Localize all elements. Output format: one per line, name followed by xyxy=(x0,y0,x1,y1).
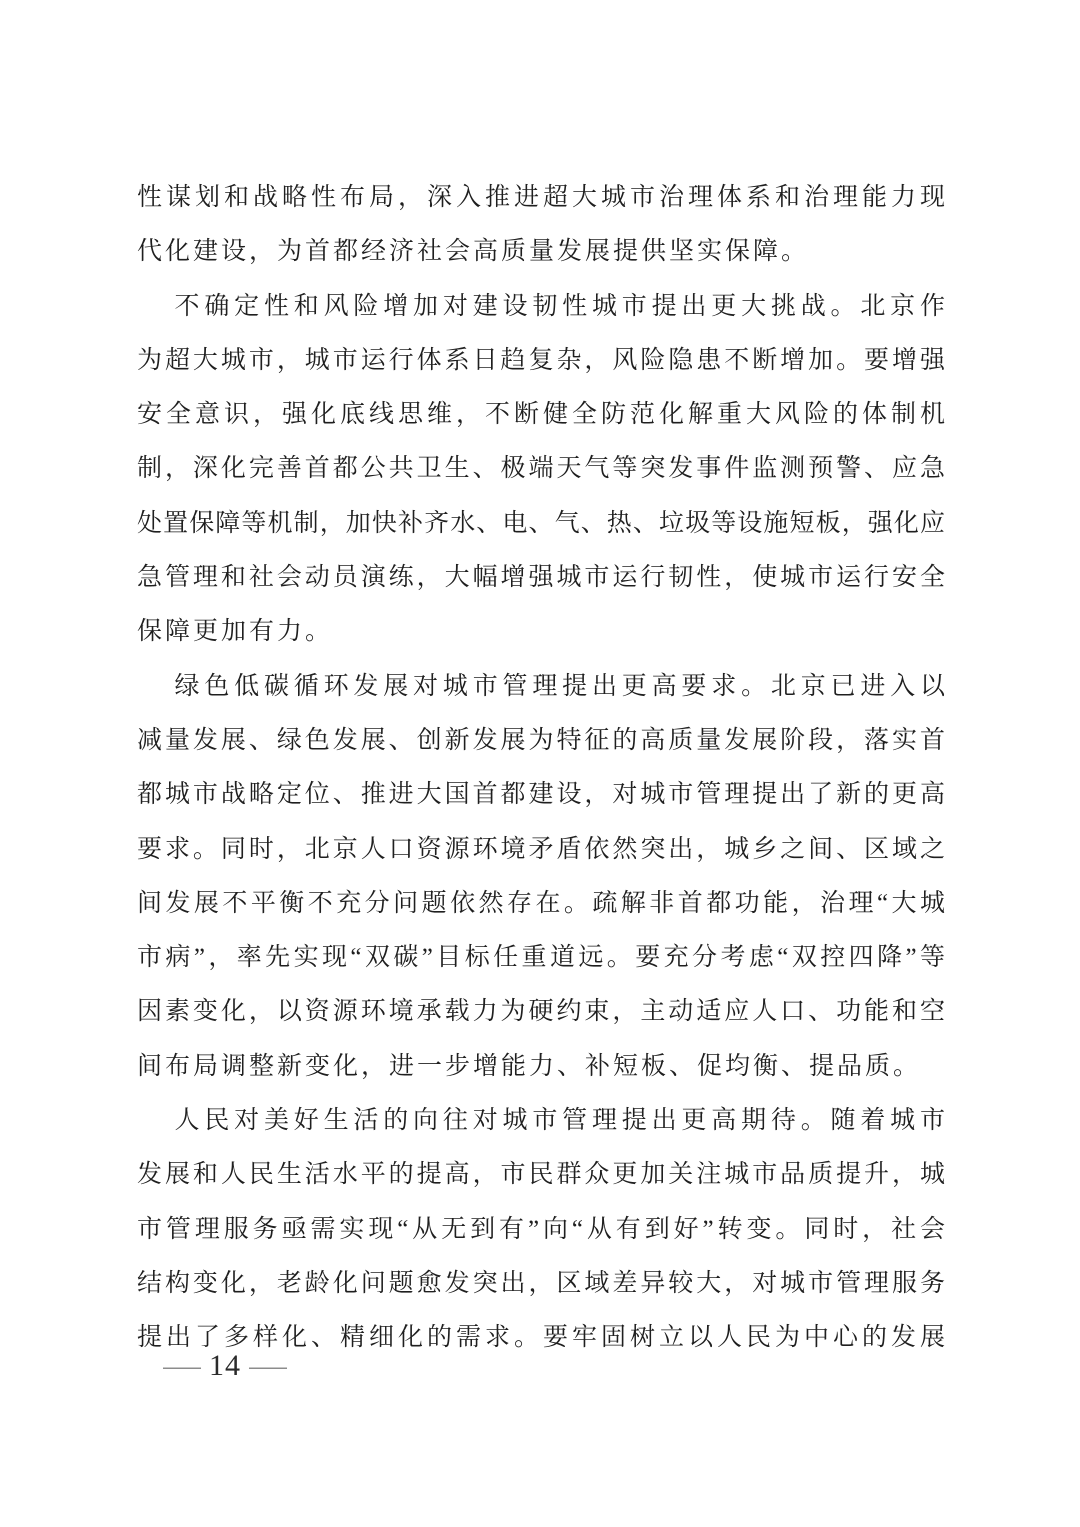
text-line: 保障更加有力。 xyxy=(137,618,334,646)
text-line: 为超大城市，城市运行体系日趋复杂，风险隐患不断增加。要增强 xyxy=(137,346,945,374)
text-line: 要求。同时，北京人口资源环境矛盾依然突出，城乡之间、区域之 xyxy=(137,835,945,863)
footer-dash-right: — xyxy=(249,1349,287,1382)
text-line: 市管理服务亟需实现“从无到有”向“从有到好”转变。同时，社会 xyxy=(137,1215,945,1243)
text-line: 间发展不平衡不充分问题依然存在。疏解非首都功能，治理“大城 xyxy=(137,889,945,917)
text-line: 间布局调整新变化，进一步增能力、补短板、促均衡、提品质。 xyxy=(137,1052,922,1080)
text-line: 代化建设，为首都经济社会高质量发展提供坚实保障。 xyxy=(137,238,810,266)
text-line: 人民对美好生活的向往对城市管理提出更高期待。随着城市 xyxy=(174,1107,945,1135)
text-line: 不确定性和风险增加对建设韧性城市提出更大挑战。北京作 xyxy=(174,292,945,320)
page-text xyxy=(137,171,945,1366)
text-line: 市病”，率先实现“双碳”目标任重道远。要充分考虑“双控四降”等 xyxy=(137,944,945,972)
text-line: 因素变化，以资源环境承载力为硬约束，主动适应人口、功能和空 xyxy=(137,998,945,1026)
text-line: 处置保障等机制，加快补齐水、电、气、热、垃圾等设施短板，强化应 xyxy=(137,509,945,537)
text-line: 急管理和社会动员演练，大幅增强城市运行韧性，使城市运行安全 xyxy=(137,564,945,592)
text-line: 结构变化，老龄化问题愈发突出，区域差异较大，对城市管理服务 xyxy=(137,1269,945,1297)
page-number: 14 xyxy=(209,1349,241,1382)
text-line: 发展和人民生活水平的提高，市民群众更加关注城市品质提升，城 xyxy=(137,1161,945,1189)
text-line: 减量发展、绿色发展、创新发展为特征的高质量发展阶段，落实首 xyxy=(137,726,945,754)
text-line: 提出了多样化、精细化的需求。要牢固树立以人民为中心的发展 xyxy=(137,1324,945,1352)
text-line: 性谋划和战略性布局，深入推进超大城市治理体系和治理能力现 xyxy=(137,184,945,211)
text-line: 绿色低碳循环发展对城市管理提出更高要求。北京已进入以 xyxy=(174,672,945,700)
footer-dash-left: — xyxy=(163,1349,201,1382)
text-line: 安全意识，强化底线思维，不断健全防范化解重大风险的体制机 xyxy=(137,401,945,429)
text-line: 制，深化完善首都公共卫生、极端天气等突发事件监测预警、应急 xyxy=(137,455,945,483)
text-line: 都城市战略定位、推进大国首都建设，对城市管理提出了新的更高 xyxy=(137,781,945,809)
page-footer xyxy=(163,1348,287,1384)
